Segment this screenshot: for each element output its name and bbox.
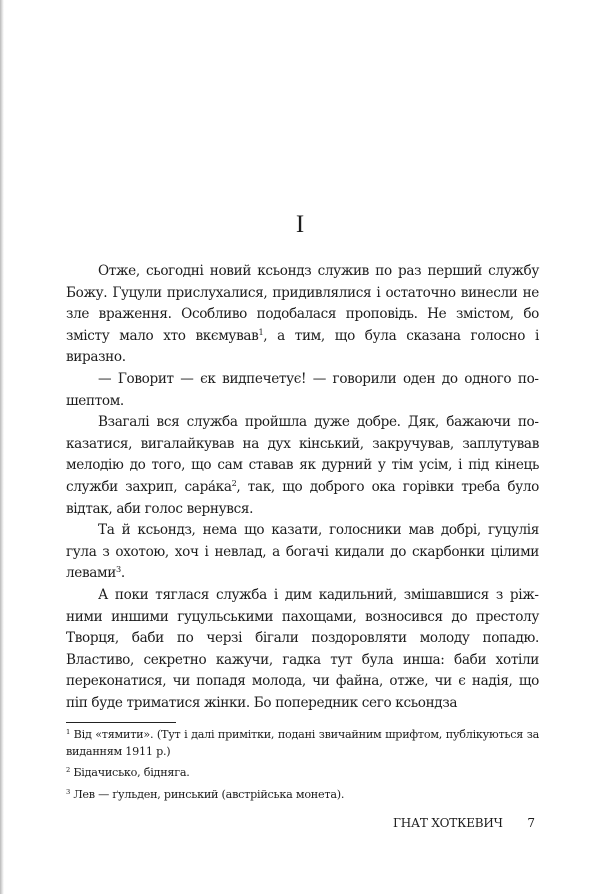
footnote — [66, 727, 539, 760]
paragraph — [66, 412, 539, 520]
footnotes — [66, 727, 539, 808]
footnote-marker: 3 — [66, 787, 71, 796]
body-text — [66, 261, 539, 714]
footnote-ref[interactable]: 2 — [231, 478, 237, 489]
footnote-ref[interactable]: 3 — [115, 564, 121, 575]
footnote-ref[interactable]: 1 — [258, 326, 264, 337]
paragraph — [66, 585, 539, 715]
paragraph-text: , а тим, що була сказана голосно і виразно. — [66, 327, 539, 366]
footnote-marker: 1 — [66, 727, 71, 736]
paragraph — [66, 261, 539, 369]
footnote — [66, 787, 539, 804]
paragraph-text: . — [120, 565, 125, 582]
paragraph-text: Та й ксьондз, нема що казати, голосники мав добрі, гуцулія гула з охотою, хоч і невлад, а богачі кидали до скарбонки цілими левами — [66, 522, 539, 582]
chapter-heading: I — [295, 211, 305, 238]
paragraph — [66, 369, 539, 412]
author-name: ГНАТ ХОТКЕВИЧ — [393, 816, 503, 830]
page-edge-shadow — [0, 0, 4, 894]
paragraph-text: Отже, сьогодні новий ксьондз служив по раз перший службу Божу. Гуцули прислухалися, придивлялися і остаточно винесли не зле враження. Особливо подобалася проповідь. Не змістом, бо змісту мало хто вкємував — [66, 263, 539, 344]
paragraph-text: Взагалі вся служба пройшла дуже добре. Дяк, бажаючи показатися, вигалайкував на дух кінський, закручував, заплутував мелодію до того, що сам ставав як дурний у тім усім, і під кінець служби захрип, сара́ка — [66, 414, 539, 495]
footnote-text: Бідачисько, бідняга. — [70, 766, 190, 779]
paragraph-text: , так, що доброго ока горівки треба було відтак, аби голос вернувся. — [66, 478, 539, 517]
paragraph-text: — Говорит — єк видпечетує! — говорили оден до одного пошептом. — [66, 370, 539, 409]
footnote-marker: 2 — [66, 765, 71, 774]
footnote — [66, 765, 539, 782]
paragraph — [66, 520, 539, 585]
paragraph-text: А поки тяглася служба і дим кадильний, змішавшися з ріжними иншими гуцульськими пахощами, возносився до престолу Творця, баби по черзі бігали поздоровляти молоду попадю. Властиво, секретно кажучи, гадка тут була инша: баби хотіли переконатися, чи попадя молода, чи файна, отже, чи є надія, що піп буде триматися жінки. Бо попередник сего ксьондза — [66, 586, 539, 711]
footnote-text: Лев — ґульден, ринський (австрійська монета). — [70, 787, 345, 801]
page-number: 7 — [527, 816, 535, 830]
footnote-text: Від «тямити». (Тут і далі примітки, подані звичайним шрифтом, публікуються за виданням 1911 р.) — [66, 728, 539, 758]
footnote-divider — [66, 722, 176, 723]
